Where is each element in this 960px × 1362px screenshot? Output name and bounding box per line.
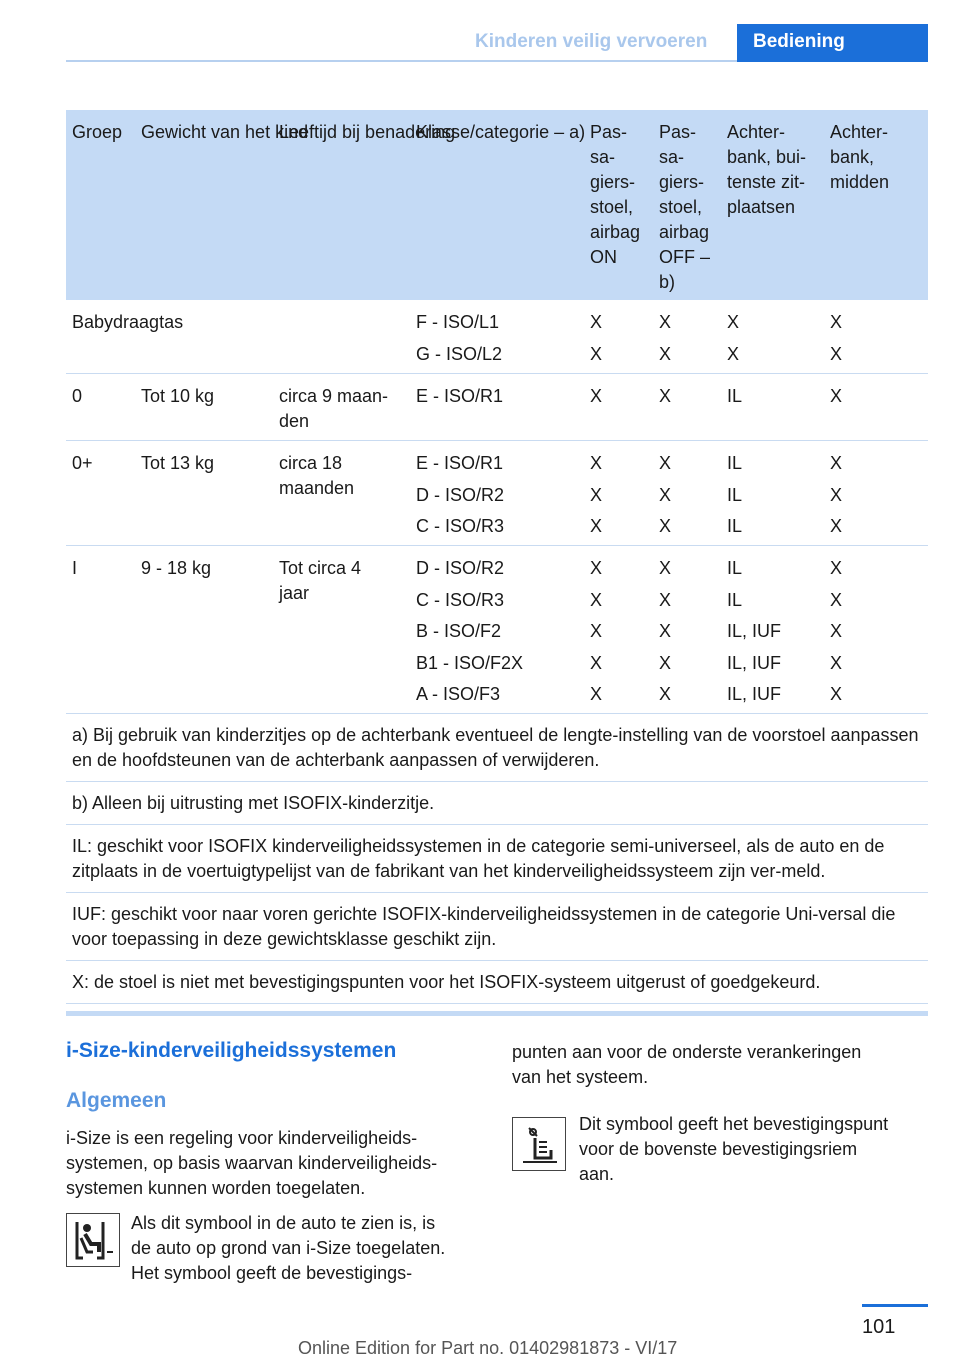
row-airbag-off: X	[659, 453, 672, 473]
page-number: 101	[862, 1316, 896, 1338]
row-airbag-off: X	[659, 386, 672, 406]
row-class-column	[416, 451, 504, 546]
row-class: E - ISO/R1	[416, 453, 504, 473]
row-rear-outer: IL	[727, 386, 743, 406]
row-class: D - ISO/R2	[416, 484, 505, 505]
row-age: circa 9 maan- den	[279, 386, 389, 431]
row-rear-outer: IL	[727, 516, 743, 536]
row-rear-outer: X	[727, 343, 740, 364]
section-title: i-Size-kinderveiligheidssystemen	[66, 1039, 397, 1062]
row-rear-middle-column	[830, 310, 842, 373]
row-airbag-off: X	[659, 684, 672, 704]
row-class: F - ISO/L1	[416, 312, 500, 332]
isofix-table	[66, 110, 928, 1004]
row-rear-middle-column	[830, 451, 842, 546]
header-section-title: Kinderen veilig vervoeren	[475, 31, 708, 52]
row-rear-middle: X	[830, 558, 843, 578]
row-group: Babydraagtas	[72, 312, 184, 332]
row-airbag-on-column	[590, 310, 602, 373]
row-class: A - ISO/F3	[416, 684, 501, 704]
row-airbag-on: X	[590, 589, 603, 610]
row-airbag-off: X	[659, 343, 672, 364]
row-rear-middle: X	[830, 453, 843, 473]
row-class-column	[416, 556, 523, 714]
row-rear-middle: X	[830, 386, 843, 406]
table-row	[66, 374, 928, 441]
row-rear-middle: X	[830, 684, 843, 704]
row-rear-middle: X	[830, 589, 843, 610]
row-weight: Tot 10 kg	[141, 386, 215, 406]
row-rear-outer: IL, IUF	[727, 652, 782, 673]
row-age: Tot circa 4 jaar	[279, 558, 362, 603]
row-airbag-on-column	[590, 384, 602, 416]
row-rear-middle-column	[830, 556, 842, 714]
row-airbag-on: X	[590, 621, 603, 641]
row-airbag-off: X	[659, 621, 672, 641]
row-class: C - ISO/R3	[416, 516, 505, 536]
row-airbag-off-column	[659, 451, 671, 546]
row-rear-middle: X	[830, 343, 843, 364]
row-class: B - ISO/F2	[416, 621, 502, 641]
row-airbag-off: X	[659, 516, 672, 536]
header-groep: Groep	[72, 122, 123, 142]
row-group: I	[72, 558, 78, 578]
row-rear-outer-column	[727, 384, 742, 416]
row-class: D - ISO/R2	[416, 558, 505, 578]
header-tab: Bediening	[737, 24, 928, 62]
row-rear-outer: IL	[727, 484, 743, 505]
row-airbag-on: X	[590, 312, 603, 332]
row-rear-middle: X	[830, 652, 843, 673]
row-rear-middle: X	[830, 484, 843, 505]
row-airbag-on-column	[590, 556, 602, 714]
table-note: IL: geschikt voor ISOFIX kinderveiligheidssystemen in de categorie semi-universeel, als de auto en de zitplaats in de voertuigtypelijst van de fabrikant van het kinderveiligheidssysteem zijn ver-meld.	[66, 825, 928, 893]
row-airbag-on: X	[590, 684, 603, 704]
row-airbag-on: X	[590, 558, 603, 578]
row-airbag-on: X	[590, 484, 603, 505]
intro-paragraph: i-Size is een regeling voor kinderveiligheids- systemen, op basis waarvan kinderveiligheids- systemen kunnen worden toegelaten.	[66, 1128, 438, 1198]
table-note: a) Bij gebruik van kinderzitjes op de achterbank eventueel de lengte-instelling van de voorstoel aanpassen en de hoofdsteunen van de achterbank aanpassen of verwijderen.	[66, 714, 928, 782]
row-airbag-off: X	[659, 558, 672, 578]
row-rear-middle: X	[830, 312, 843, 332]
table-note: b) Alleen bij uitrusting met ISOFIX-kinderzitje.	[66, 782, 928, 825]
row-airbag-off: X	[659, 589, 672, 610]
row-weight: 9 - 18 kg	[141, 558, 212, 578]
header-rear-outer: Achter- bank, bui- tenste zit- plaatsen	[727, 122, 807, 217]
row-airbag-off: X	[659, 312, 672, 332]
row-class: G - ISO/L2	[416, 343, 503, 364]
right-paragraph: punten aan voor de onderste verankeringen van het systeem.	[512, 1042, 862, 1087]
row-group: 0	[72, 386, 83, 406]
table-row	[66, 300, 928, 374]
row-class-column	[416, 310, 502, 373]
row-airbag-off: X	[659, 652, 672, 673]
symbol1-text: Als dit symbool in de auto te zien is, is de auto op grond van i-Size toegelaten. Het symbool geeft de bevestigings-	[131, 1213, 446, 1283]
header-leeftijd: Leeftijd bij benadering	[279, 122, 456, 142]
row-rear-outer: IL	[727, 589, 743, 610]
table-row	[66, 441, 928, 546]
row-rear-outer-column	[727, 556, 781, 714]
table-note: IUF: geschikt voor naar voren gerichte ISOFIX-kinderveiligheidssystemen in de categorie Uni-versal die voor toepassing in deze gewichtsklasse geschikt zijn.	[66, 893, 928, 961]
table-note: X: de stoel is niet met bevestigingspunten voor het ISOFIX-systeem uitgerust of goedgekeurd.	[66, 961, 928, 1004]
row-airbag-off-column	[659, 310, 671, 373]
row-airbag-on: X	[590, 652, 603, 673]
row-age: circa 18 maanden	[279, 453, 355, 498]
row-rear-outer: IL, IUF	[727, 621, 782, 641]
row-airbag-on: X	[590, 516, 603, 536]
row-airbag-on: X	[590, 386, 603, 406]
header-passenger-on: Pas- sa- giers- stoel, airbag ON	[590, 122, 641, 267]
row-rear-outer-column	[727, 310, 739, 373]
edition-footer: Online Edition for Part no. 01402981873 - VI/17	[298, 1338, 678, 1358]
header-klasse: Klasse/categorie – a)	[416, 122, 586, 142]
table-notes	[66, 714, 928, 1004]
top-tether-icon	[512, 1117, 566, 1171]
row-class: E - ISO/R1	[416, 386, 504, 406]
header-gewicht: Gewicht van het kind	[141, 122, 309, 142]
symbol2-text: Dit symbool geeft het bevestigingspunt voor de bovenste bevestigingsriem aan.	[579, 1114, 889, 1184]
row-class-column	[416, 384, 503, 416]
header-passenger-off: Pas- sa- giers- stoel, airbag OFF – b)	[659, 122, 711, 292]
header-rear-middle: Achter- bank, midden	[830, 122, 890, 192]
row-rear-outer: X	[727, 312, 740, 332]
row-rear-outer: IL	[727, 453, 743, 473]
row-airbag-off-column	[659, 556, 671, 714]
row-group: 0+	[72, 453, 93, 473]
row-rear-middle: X	[830, 621, 843, 641]
footer-rule	[862, 1304, 928, 1307]
row-weight: Tot 13 kg	[141, 453, 215, 473]
row-airbag-on: X	[590, 343, 603, 364]
row-airbag-off: X	[659, 484, 672, 505]
table-end-bar	[66, 1011, 928, 1016]
row-airbag-on-column	[590, 451, 602, 546]
row-rear-middle-column	[830, 384, 842, 416]
isize-seat-icon	[66, 1213, 120, 1267]
table-header	[66, 110, 928, 300]
row-airbag-on: X	[590, 453, 603, 473]
row-airbag-off-column	[659, 384, 671, 416]
row-rear-outer: IL	[727, 558, 743, 578]
row-rear-middle: X	[830, 516, 843, 536]
row-class: C - ISO/R3	[416, 589, 505, 610]
row-rear-outer: IL, IUF	[727, 684, 782, 704]
section-subtitle: Algemeen	[66, 1089, 167, 1112]
row-rear-outer-column	[727, 451, 742, 546]
table-row	[66, 546, 928, 714]
row-class: B1 - ISO/F2X	[416, 652, 524, 673]
table-body	[66, 300, 928, 714]
